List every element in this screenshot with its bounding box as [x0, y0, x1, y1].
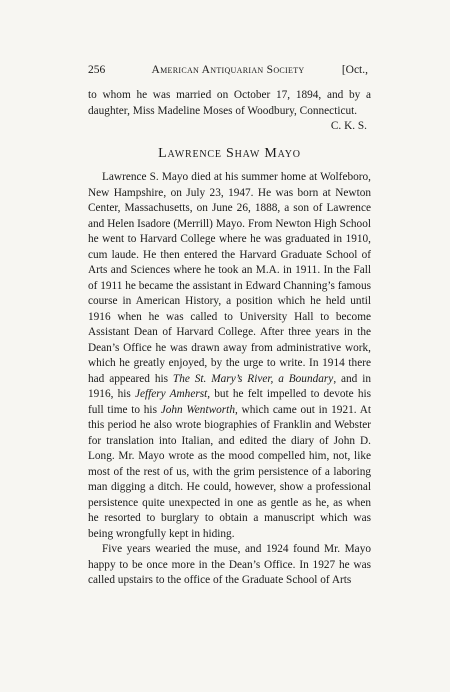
- p1-text-c: , but he felt impelled to devote his full time to his: [88, 388, 371, 416]
- p1-text-a: Lawrence S. Mayo died at his summer home at Wolfeboro, New Hampshire, on July 23, 1947. He was born at Newton Center, Massachusetts, on June 26, 1888, a son of Lawrence and Helen Isadore (Merrill) Mayo. From Newton High School he went to Harvard College where he was graduated in 1910, cum laude. He then entered the Harvard Graduate School of Arts and Sciences where he took an M.A. in 1911. In the Fall of 1911 he became the assistant in Edward Channing’s famous course in American History, a position which he held until 1916 when he was called to University Hall to become Assistant Dean of Harvard College. After three years in the Dean’s Office he was drawn away from administrative work, which he greatly enjoyed, by the urge to write. In 1914 there had appeared his: [88, 171, 371, 385]
- book-title-john-wentworth: John Wentworth: [160, 403, 235, 416]
- article-body: [88, 170, 371, 589]
- book-title-st-marys-river: The St. Mary’s River, a Boundary: [172, 372, 334, 385]
- p1-text-d: , which came out in 1921. At this period he also wrote biographies of Franklin and Webster for translation into Italian, and edited the diary of John D. Long. Mr. Mayo wrote as the mood compelled him, not, like most of the rest of us, with the grim persistence of a laboring man digging a ditch. He could, however, show a professional persistence quite unexpected in one as gentle as he, as when he resorted to burglary to obtain a manuscript which was being wrongfully kept in hiding.: [88, 403, 371, 540]
- previous-article-ending: [88, 88, 371, 135]
- article-title: Lawrence Shaw Mayo: [158, 146, 301, 161]
- previous-ending-text: to whom he was married on October 17, 1894, and by a daughter, Miss Madeline Moses of Woodbury, Connecticut.: [88, 89, 371, 117]
- journal-title: American Antiquarian Society: [151, 64, 305, 76]
- p1-text-b: , and in 1916, his: [88, 372, 372, 400]
- issue-month: [Oct.,: [341, 64, 368, 76]
- book-title-jeffery-amherst: Jeffery Amherst: [134, 388, 208, 400]
- paragraph-2: Five years wearied the muse, and 1924 found Mr. Mayo happy to be once more in the Dean’s Office. In 1927 he was called upstairs to the office of the Graduate School of Arts: [88, 543, 371, 586]
- page-number: 256: [88, 64, 106, 76]
- paragraph-1: [88, 170, 371, 542]
- author-initials: C. K. S.: [330, 120, 367, 132]
